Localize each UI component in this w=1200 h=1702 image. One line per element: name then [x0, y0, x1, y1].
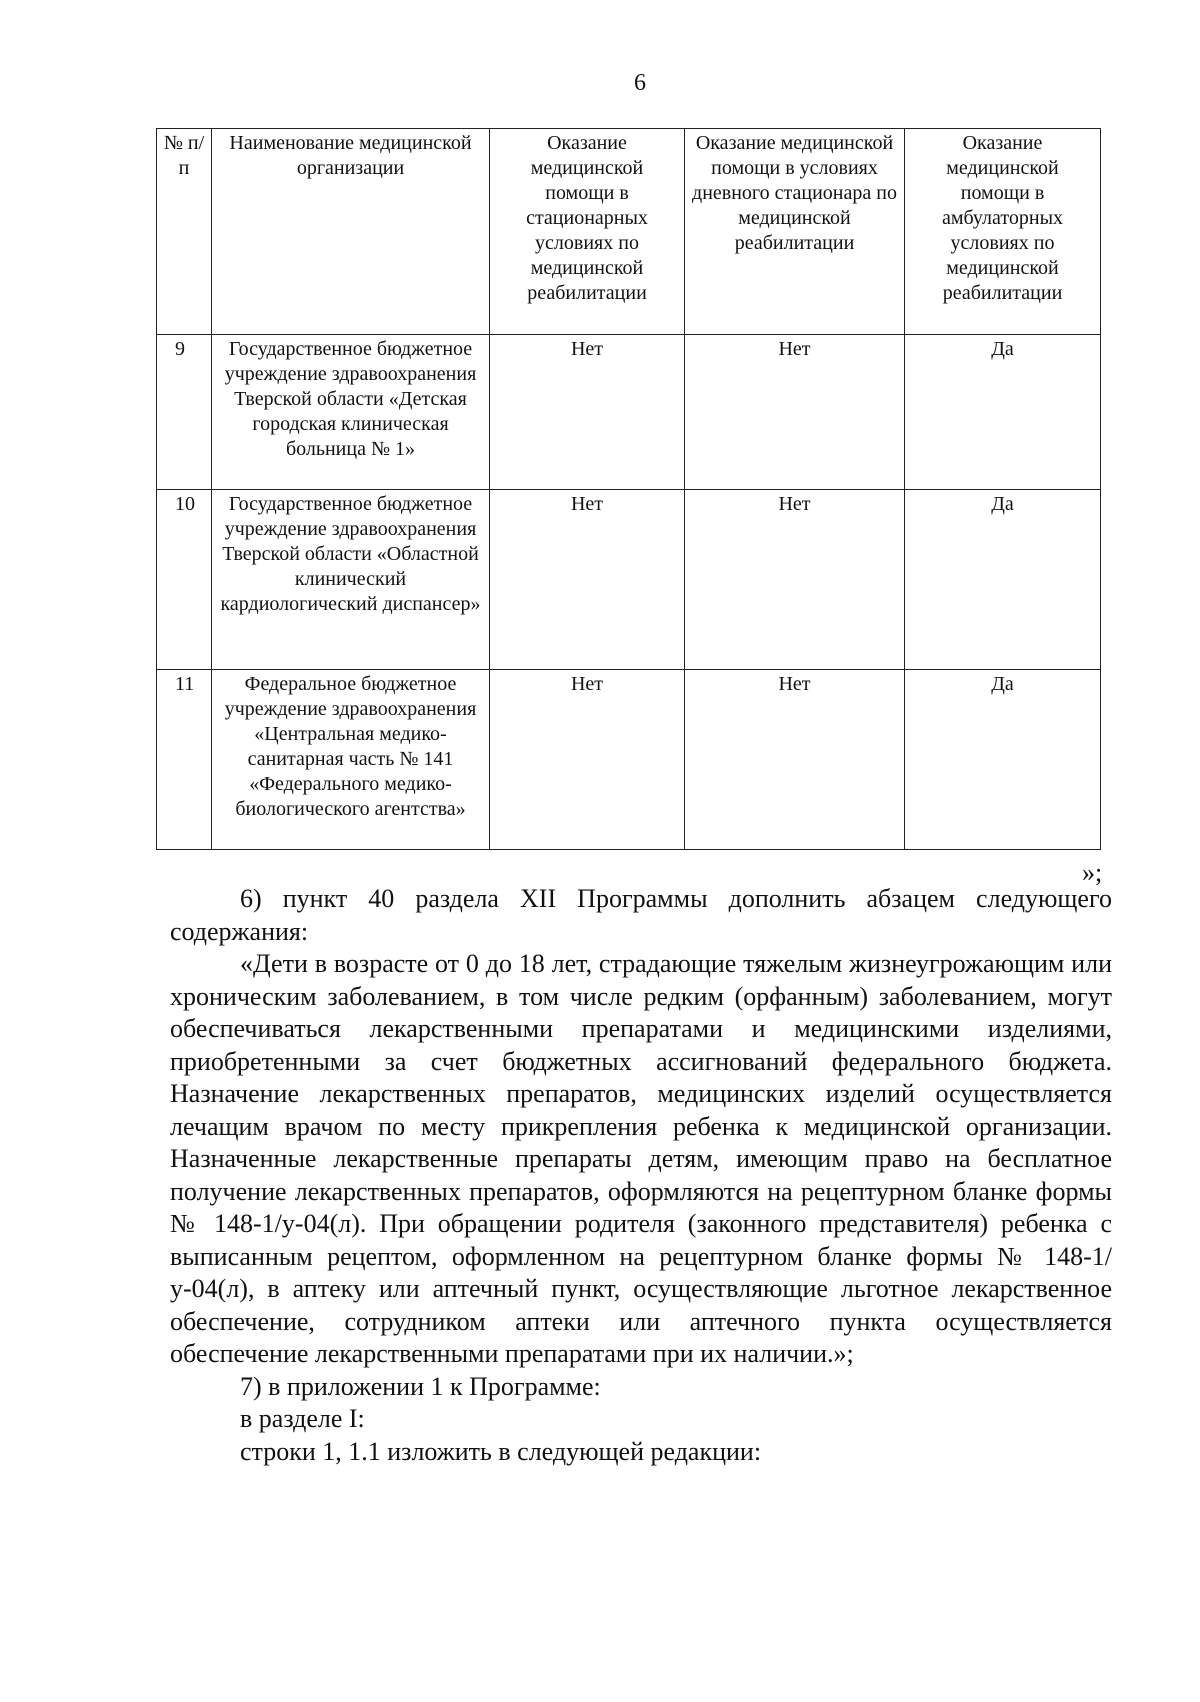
day-hospital-value: Нет: [685, 335, 905, 490]
organization-name: Государственное бюджетное учреждение здравоохранения Тверской области «Детская городская клиническая больница № 1»: [212, 335, 490, 490]
table-row: [157, 490, 1101, 670]
paragraph-rows-edit: строки 1, 1.1 изложить в следующей редакции:: [240, 1436, 762, 1466]
header-day-hospital: Оказание медицинской помощи в условиях дневного стационара по медицинской реабилитации: [685, 129, 905, 335]
inpatient-value: Нет: [490, 670, 685, 850]
day-hospital-value: Нет: [685, 490, 905, 670]
row-number: 10: [157, 490, 212, 670]
header-outpatient: Оказание медицинской помощи в амбулаторных условиях по медицинской реабилитации: [905, 129, 1101, 335]
header-number: № п/п: [157, 129, 212, 335]
outpatient-value: Да: [905, 335, 1101, 490]
outpatient-value: Да: [905, 490, 1101, 670]
table-row: [157, 670, 1101, 850]
table-row: [157, 335, 1101, 490]
row-number: 9: [157, 335, 212, 490]
page-number: 6: [634, 70, 646, 96]
outpatient-value: Да: [905, 670, 1101, 850]
paragraph-quote-children-medicines: «Дети в возрасте от 0 до 18 лет, страдающие тяжелым жизнеугрожающим или хроническим заболеванием, в том числе редким (орфанным) заболеванием, могут обеспечиваться лекарственными препаратами и медицинскими изделиями, приобретенными за счет бюджетных ассигнований федерального бюджета. Назначение лекарственных препаратов, медицинских изделий осуществляется лечащим врачом по месту прикрепления ребенка к медицинской организации. Назначенные лекарственные препараты детям, имеющим право на бесплатное получение лекарственных препаратов, оформляются на рецептурном бланке формы № 148-1/у-04(л). При обращении родителя (законного представителя) ребенка с выписанным рецептом, оформленном на рецептурном бланке формы № 148-1/у-04(л), в аптеку или аптечный пункт, осуществляющие льготное лекарственное обеспечение, сотрудником аптеки или аптечного пункта осуществляется обеспечение лекарственными препаратами при их наличии.»;: [170, 949, 1112, 1368]
row-number: 11: [157, 670, 212, 850]
paragraph-section-1: в разделе I:: [240, 1404, 365, 1433]
organization-name: Федеральное бюджетное учреждение здравоохранения «Центральная медико-санитарная часть № 141 «Федерального медико-биологического агентства»: [212, 670, 490, 850]
medical-organizations-table: [156, 128, 1101, 850]
header-organization-name: Наименование медицинской организации: [212, 129, 490, 335]
table-closing-quote: »;: [1082, 858, 1103, 887]
organization-name: Государственное бюджетное учреждение здравоохранения Тверской области «Областной клинический кардиологический диспансер»: [212, 490, 490, 670]
day-hospital-value: Нет: [685, 670, 905, 850]
paragraph-item-7: 7) в приложении 1 к Программе:: [240, 1371, 601, 1401]
document-body: [170, 883, 1112, 1468]
inpatient-value: Нет: [490, 335, 685, 490]
table-header-row: [157, 129, 1101, 335]
paragraph-item-6: 6) пункт 40 раздела XII Программы дополнить абзацем следующего содержания:: [170, 884, 1112, 946]
inpatient-value: Нет: [490, 490, 685, 670]
header-inpatient: Оказание медицинской помощи в стационарных условиях по медицинской реабилитации: [490, 129, 685, 335]
